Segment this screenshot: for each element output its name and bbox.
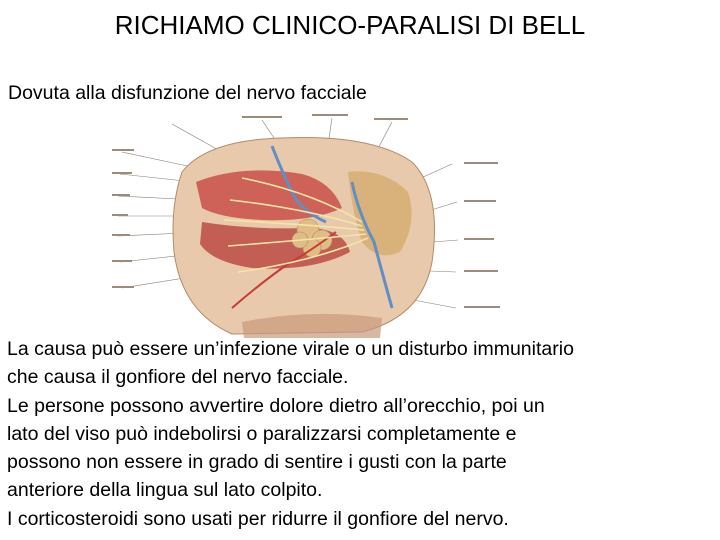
slide-title: RICHIAMO CLINICO-PARALISI DI BELL [114,10,586,40]
body-line: I corticosteroidi sono usati per ridurre il gonfiore del nervo. [7,507,509,530]
body-line: lato del viso può indebolirsi o paralizzarsi completamente e [7,422,517,445]
slide-subtitle: Dovuta alla disfunzione del nervo facciale [8,82,367,104]
body-line: anteriore della lingua sul lato colpito. [7,479,323,502]
body-line: La causa può essere un’infezione virale o un disturbo immunitario [7,338,574,360]
body-line: che causa il gonfiore del nervo facciale. [7,366,349,389]
body-line: Le persone possono avvertire dolore dietro all’orecchio, poi un [7,394,545,417]
facial-nerve-anatomy-illustration [112,112,504,340]
body-line: possono non essere in grado di sentire i gusti con la parte [7,451,507,474]
slide-body-text [7,335,719,533]
